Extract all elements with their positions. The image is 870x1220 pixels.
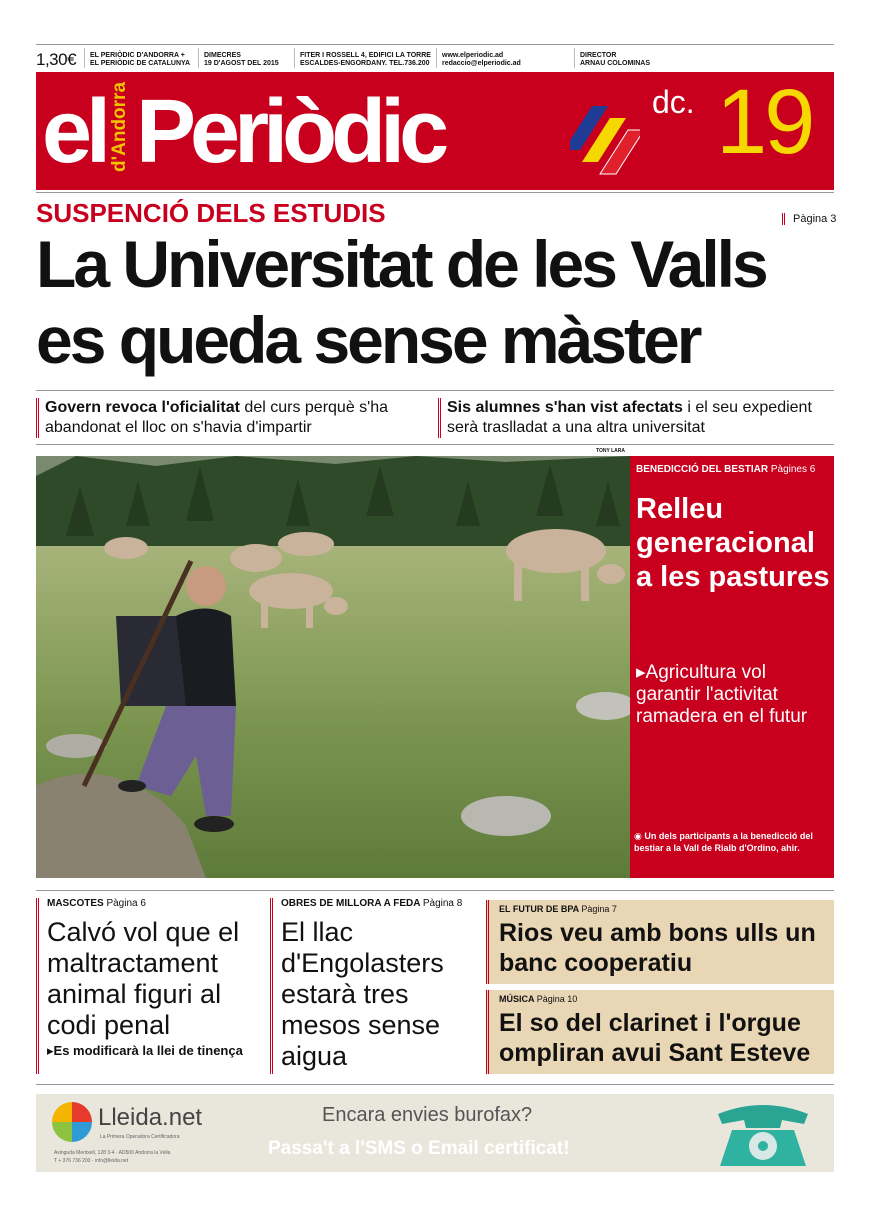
story-feda[interactable] — [270, 898, 476, 1074]
divider — [574, 48, 575, 68]
feature-sub-text: Agricultura vol garantir l'activitat ramadera en el futur — [636, 662, 808, 727]
story-bpa[interactable] — [486, 900, 834, 984]
feature-kicker-row — [636, 464, 815, 475]
website-link[interactable]: www.elperiodic.ad — [442, 52, 504, 59]
ad-cta: Passa't a l'SMS o Email certificat! — [268, 1138, 570, 1159]
feature-page-ref: Pàgines 6 — [770, 464, 816, 475]
story-kicker-row — [47, 898, 266, 909]
photo-caption — [634, 830, 830, 854]
divider — [36, 1084, 834, 1085]
story-sub — [47, 1043, 266, 1059]
telephone-icon — [708, 1100, 818, 1170]
story-kicker-row — [499, 904, 824, 914]
triangle-icon: ▸ — [47, 1043, 54, 1058]
edition-line: EL PERIÒDIC D'ANDORRA + — [90, 52, 185, 59]
camera-icon: ◉ — [634, 831, 645, 841]
ad-phone: T + 376 736 200 · info@lleida.net — [54, 1158, 129, 1164]
lead-sub-2 — [438, 398, 834, 438]
triangle-icon: ▸ — [636, 662, 646, 683]
story-kicker-row — [281, 898, 476, 909]
story-kicker: MÚSICA — [499, 994, 535, 1004]
sub-bold: Sis alumnes s'han vist afectats — [447, 399, 683, 416]
feature-sub — [636, 662, 832, 728]
edition-info — [90, 52, 190, 68]
director-info — [580, 52, 650, 68]
story-kicker: EL FUTUR DE BPA — [499, 904, 579, 914]
story-kicker: OBRES DE MILLORA A FEDA — [281, 898, 421, 909]
flag-stripes-icon — [570, 104, 640, 176]
lead-sub-1 — [36, 398, 430, 438]
divider — [36, 192, 834, 193]
divider — [84, 48, 85, 68]
date-info — [204, 52, 279, 68]
edition-line: EL PERIÒDIC DE CATALUNYA — [90, 60, 191, 67]
logo-el: el — [42, 82, 106, 182]
story-headline: Rios veu amb bons ulls un banc cooperatiu — [499, 919, 816, 977]
feature-kicker: BENEDICCIÓ DEL BESTIAR — [636, 464, 769, 475]
story-musica[interactable] — [486, 990, 834, 1074]
advertisement[interactable] — [36, 1094, 834, 1172]
address-line: FITER I ROSSELL 4, EDIFICI LA TORRE — [300, 52, 431, 59]
address-info — [300, 52, 431, 68]
lead-page-ref[interactable]: Pàgina 3 — [782, 213, 836, 225]
story-sub-text: Es modificarà la llei de tinença — [53, 1043, 243, 1058]
date: 19 D'AGOST DEL 2015 — [204, 60, 279, 67]
story-mascotes[interactable] — [36, 898, 266, 1074]
day-number: 19 — [716, 71, 813, 173]
story-kicker: MASCOTES — [47, 898, 104, 909]
day-name: dc. — [652, 84, 695, 120]
masthead — [36, 72, 834, 190]
weekday: DIMECRES — [204, 52, 241, 59]
lead-headline[interactable] — [36, 226, 836, 378]
divider — [36, 390, 834, 391]
sub-text: del curs perquè s'ha abandonat el lloc on s'havia d'impartir — [45, 399, 389, 436]
address-line: ESCALDES-ENGORDANY. TEL.736.200 — [300, 60, 430, 67]
divider — [294, 48, 295, 68]
ad-tagline: La Primera Operadora Certificadora — [100, 1134, 180, 1140]
headline-line: es queda sense màster — [36, 303, 700, 377]
lead-kicker: SUSPENCIÓ DELS ESTUDIS — [36, 198, 386, 228]
logo-dandorra: d'Andorra — [109, 81, 130, 172]
sub-bold: Govern revoca l'oficialitat — [45, 399, 240, 416]
story-page: Pàgina 8 — [422, 898, 463, 909]
divider — [436, 48, 437, 68]
sub-text: i el seu expedient serà traslladat a una altra universitat — [447, 399, 812, 436]
director-label: DIRECTOR — [580, 52, 617, 59]
headline-line: La Universitat de les Valls — [36, 227, 766, 301]
ad-question: Encara envies burofax? — [322, 1104, 533, 1126]
lleida-globe-icon — [52, 1102, 92, 1142]
story-headline: Calvó vol que el maltractament animal figuri al codi penal — [47, 917, 240, 1040]
email-link[interactable]: redaccio@elperiodic.ad — [442, 60, 521, 67]
logo-periodic: Periòdic — [136, 82, 444, 182]
price: 1,30€ — [36, 50, 77, 69]
ad-address: Avinguda Meritxell, 128 3-4 · AD500 Andorra la Vella — [54, 1150, 171, 1156]
story-page: Pàgina 6 — [106, 898, 146, 909]
divider — [36, 444, 834, 445]
feature-headline: Relleu generacional a les pastures — [636, 493, 830, 593]
story-headline: El llac d'Engolasters estarà tres mesos sense aigua — [281, 917, 444, 1071]
contact-info — [442, 52, 521, 68]
shepherd-cows-photo[interactable] — [36, 456, 630, 878]
story-page: Pàgina 10 — [536, 994, 578, 1004]
director-name: ARNAU COLOMINAS — [580, 60, 650, 67]
ad-brand: Lleida.net — [98, 1104, 203, 1131]
photo-credit: TONY LARA — [596, 448, 625, 454]
divider — [198, 48, 199, 68]
story-page: Pàgina 7 — [581, 904, 617, 914]
story-headline: El so del clarinet i l'orgue ompliran avui Sant Esteve — [499, 1009, 811, 1067]
story-kicker-row — [499, 994, 824, 1004]
divider — [36, 890, 834, 891]
feature-box[interactable] — [630, 456, 834, 878]
caption-text: Un dels participants a la benedicció del bestiar a la Vall de Rialb d'Ordino, ahir. — [634, 831, 813, 853]
